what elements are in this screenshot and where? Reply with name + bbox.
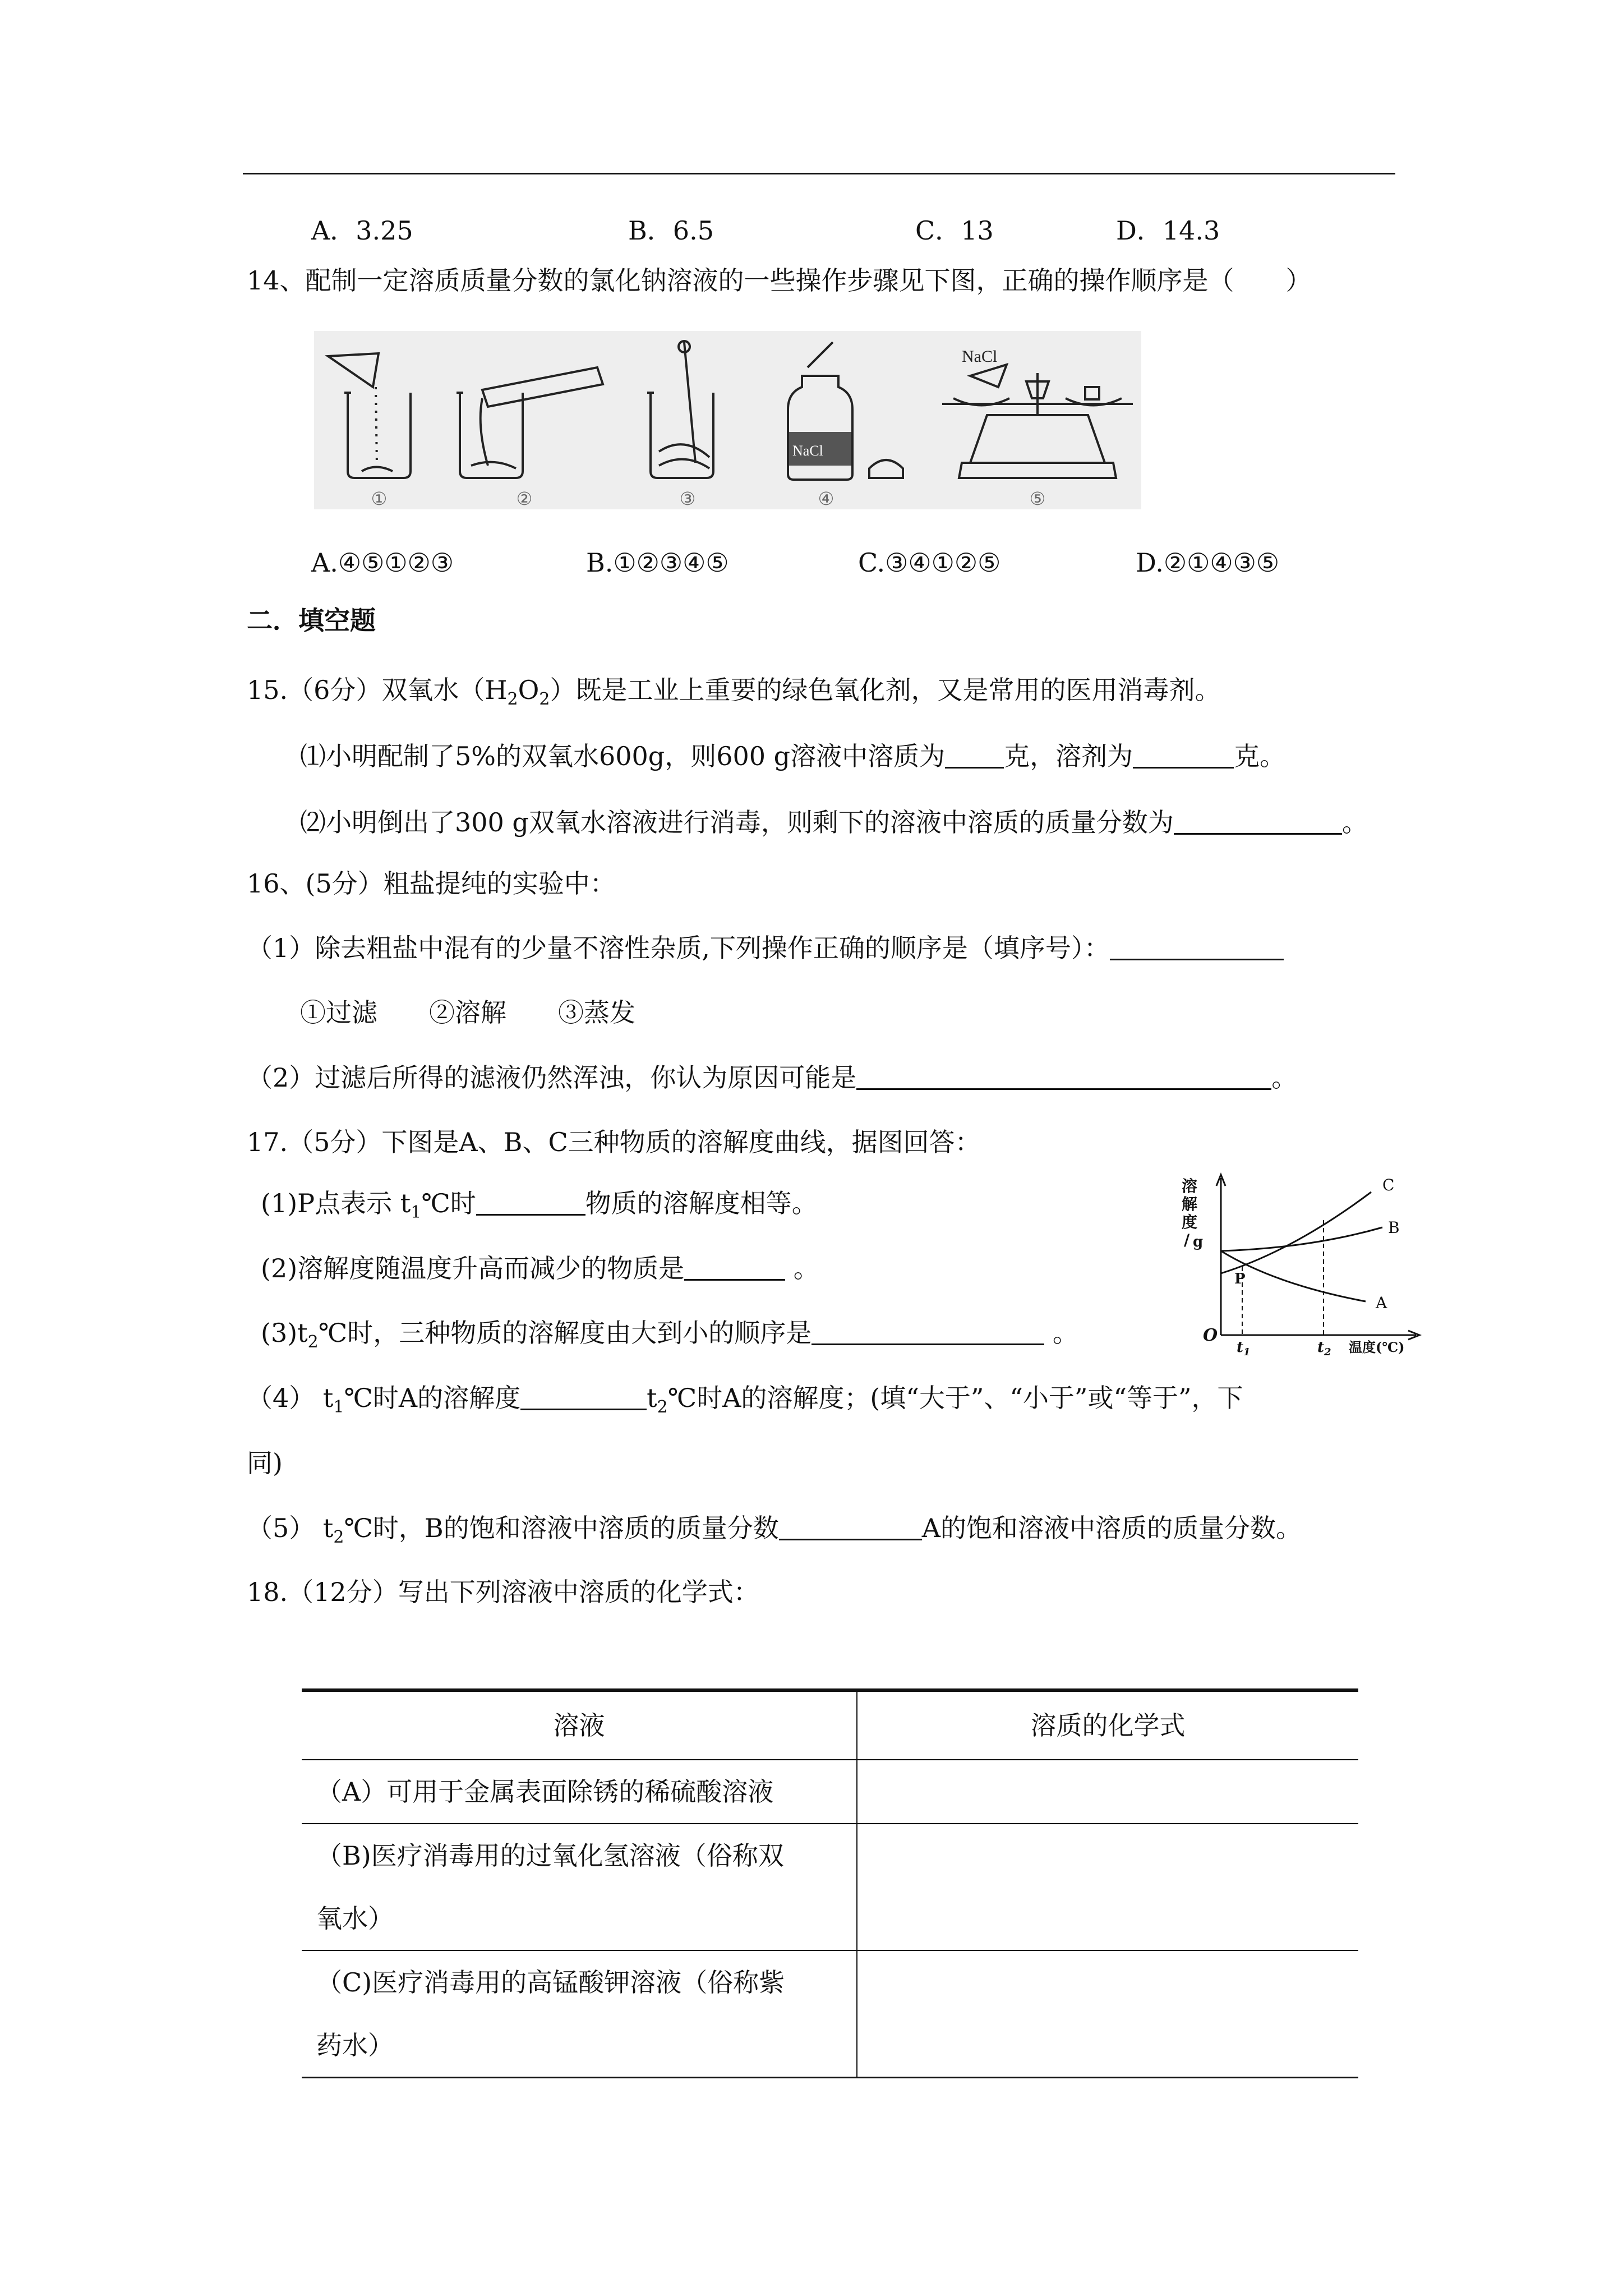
- solute-table: [302, 1688, 1358, 2078]
- row-c-formula-cell[interactable]: [857, 1950, 1358, 2078]
- q16-blank-reason[interactable]: [856, 1064, 1271, 1090]
- point-p-label: P: [1234, 1271, 1246, 1287]
- q17-part4-cont: 同): [247, 1448, 283, 1478]
- solubility-graph: [1181, 1167, 1444, 1358]
- table-header-row: [302, 1690, 1358, 1760]
- q14-option-b: B.①②③④⑤: [586, 547, 729, 578]
- q13-option-a: A．3.25: [311, 215, 413, 246]
- figure-label-3: ③: [679, 488, 696, 509]
- ylabel-char-2: 解: [1182, 1195, 1198, 1213]
- q15-part1: ⑴小明配制了5%的双氧水600g，则600 g溶液中溶质为 克，溶剂为 克。: [300, 741, 1286, 771]
- q14-stem: 14、配制一定溶质质量分数的氯化钠溶液的一些操作步骤见下图，正确的操作顺序是（ ）: [247, 265, 1312, 296]
- jar-label: NaCl: [792, 443, 823, 459]
- q14-option-a: A.④⑤①②③: [311, 547, 454, 578]
- curve-b-label: B: [1388, 1218, 1400, 1237]
- figure-label-5: ⑤: [1029, 488, 1046, 509]
- step4-reagent-jar-icon: [788, 342, 903, 480]
- q17-stem: 17.（5分）下图是A、B、C三种物质的溶解度曲线，据图回答：: [247, 1127, 981, 1157]
- ylabel-char-1: 溶: [1182, 1177, 1198, 1195]
- q14-option-d: D.②①④③⑤: [1136, 547, 1280, 578]
- q15-blank-solvent[interactable]: [1133, 742, 1234, 769]
- q17-blank-1[interactable]: [476, 1189, 585, 1216]
- q17-blank-4[interactable]: [520, 1384, 647, 1410]
- curve-b: [1221, 1227, 1382, 1251]
- q13-option-c: C．13: [915, 215, 994, 246]
- top-rule: [243, 173, 1395, 174]
- origin-label: O: [1203, 1326, 1218, 1345]
- header-solution: 溶液: [302, 1690, 857, 1760]
- q16-steps: ①过滤 ②溶解 ③蒸发: [300, 997, 635, 1028]
- figure-label-4: ④: [818, 488, 834, 509]
- q17-blank-3[interactable]: [811, 1319, 1044, 1345]
- q17-blank-5[interactable]: [779, 1514, 922, 1540]
- q15-blank-fraction[interactable]: [1174, 808, 1342, 835]
- q14-option-c: C.③④①②⑤: [858, 547, 1001, 578]
- row-b-solution: （B)医疗消毒用的过氧化氢溶液（俗称双 氧水）: [302, 1824, 857, 1950]
- row-a-formula-cell[interactable]: [857, 1760, 1358, 1824]
- header-formula: 溶质的化学式: [1030, 1710, 1186, 1741]
- figure-label-2: ②: [516, 488, 533, 509]
- row-b-formula-cell[interactable]: [857, 1824, 1358, 1950]
- q15-part2: ⑵小明倒出了300 g双氧水溶液进行消毒，则剩下的溶液中溶质的质量分数为 。: [300, 807, 1368, 838]
- solubility-graph-drawing: [1181, 1167, 1444, 1358]
- q15-blank-solute[interactable]: [945, 742, 1004, 769]
- q15-stem: 15.（6分）双氧水$(H_2O_2)$既是工业上重要的绿色氧化剂，又是常用的医用消毒剂。: [247, 675, 1221, 709]
- balance-label: NaCl: [962, 347, 998, 366]
- row-c-solution: （C)医疗消毒用的高锰酸钾溶液（俗称紫 药水）: [302, 1950, 857, 2078]
- q17-part1: (1)P点表示 $t_1℃$时 物质的溶解度相等。: [261, 1188, 818, 1222]
- ylabel-char-4: /: [1184, 1231, 1190, 1249]
- step3-stirring-icon: [647, 341, 713, 478]
- t2-label: $t_2$: [1317, 1339, 1331, 1358]
- q16-blank-order[interactable]: [1110, 934, 1284, 960]
- xlabel: 温度(℃): [1349, 1339, 1405, 1355]
- table-row: [302, 1824, 1358, 1950]
- q16-stem: 16、(5分）粗盐提纯的实验中：: [247, 868, 616, 899]
- step5-balance-icon: [942, 365, 1133, 478]
- row-a-solution: （A）可用于金属表面除锈的稀硫酸溶液: [302, 1760, 857, 1824]
- table-row: [302, 1950, 1358, 2078]
- table-row: [302, 1760, 1358, 1824]
- ylabel-char-5: g: [1193, 1234, 1204, 1250]
- q17-part4: （4） $t_1℃$时A的溶解度 $t_2℃$时A的溶解度；(填“大于”、“小于”或“等于”，下: [247, 1383, 1243, 1417]
- q17-part3: $(3)t_2℃$时，三种物质的溶解度由大到小的顺序是 。: [261, 1318, 1078, 1352]
- figure-label-1: ①: [371, 488, 388, 509]
- q16-part1: （1）除去粗盐中混有的少量不溶性杂质,下列操作正确的顺序是（填序号）：: [247, 932, 1284, 964]
- q14-figure-drawing: [314, 331, 1141, 509]
- q17-blank-2[interactable]: [684, 1254, 785, 1281]
- q16-part2: （2）过滤后所得的滤液仍然浑浊，你认为原因可能是 。: [247, 1062, 1298, 1093]
- q14-figure: [314, 331, 1141, 509]
- q13-option-b: B．6.5: [628, 215, 714, 246]
- curve-c: [1221, 1192, 1371, 1273]
- curve-c-label: C: [1382, 1176, 1395, 1194]
- ylabel-char-3: 度: [1182, 1213, 1198, 1231]
- curve-a-label: A: [1376, 1294, 1387, 1312]
- q17-part2: (2)溶解度随温度升高而减少的物质是 。: [261, 1253, 819, 1283]
- q13-option-d: D．14.3: [1116, 215, 1220, 246]
- section-title: 二．填空题: [247, 605, 376, 636]
- q18-stem: 18.（12分）写出下列溶液中溶质的化学式：: [247, 1577, 759, 1607]
- step1-beaker-icon: [328, 353, 411, 478]
- q17-part5: （5） $t_2℃$时，B的饱和溶液中溶质的质量分数 A的饱和溶液中溶质的质量分数。: [247, 1513, 1302, 1547]
- t1-label: $t_1$: [1237, 1339, 1251, 1358]
- step2-pouring-icon: [457, 367, 603, 478]
